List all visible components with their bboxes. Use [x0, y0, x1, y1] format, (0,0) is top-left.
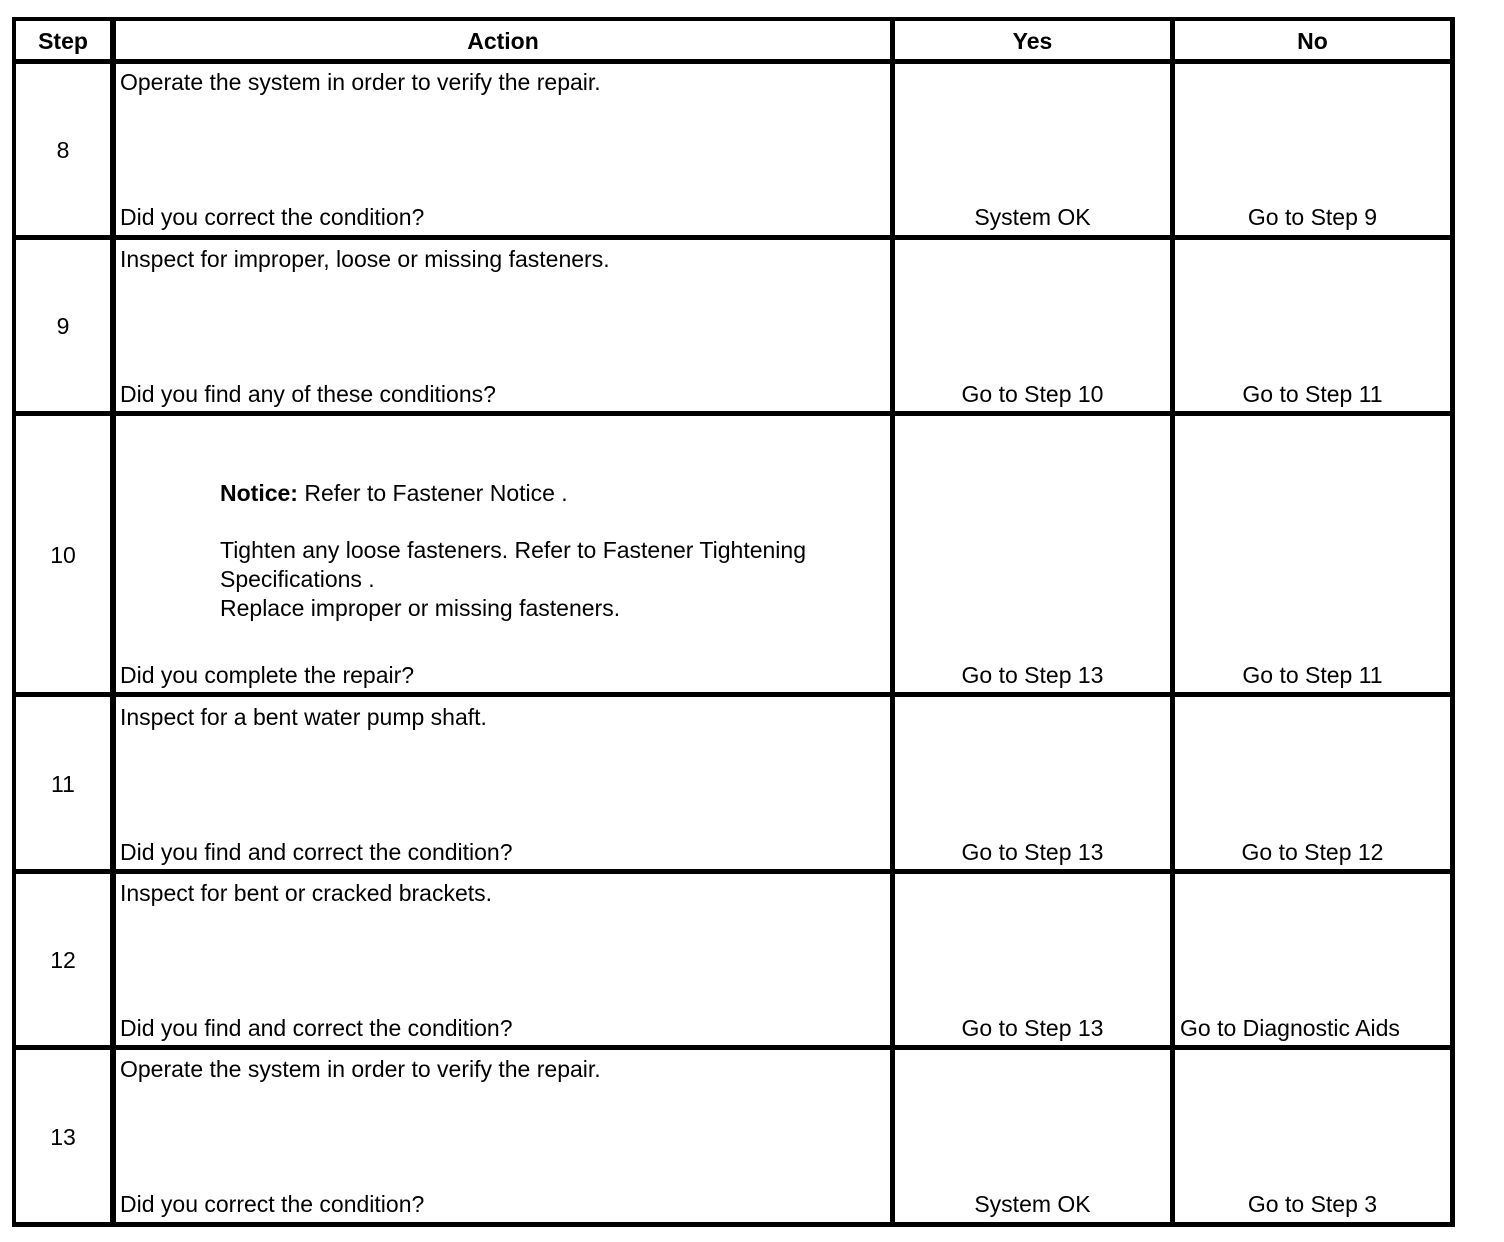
action-instruction: Tighten any loose fasteners. Refer to Fastener Tightening	[220, 537, 806, 563]
header-action: Action	[467, 28, 539, 54]
table-border-bottom	[12, 1222, 1455, 1227]
no-result: Go to Step 11	[1242, 381, 1383, 407]
step-number: 13	[50, 1124, 76, 1150]
action-question: Did you correct the condition?	[120, 1191, 425, 1217]
action-question: Did you correct the condition?	[120, 204, 425, 230]
no-result: Go to Step 9	[1247, 204, 1378, 230]
action-instruction: Operate the system in order to verify the repair.	[120, 69, 601, 95]
row-divider	[12, 692, 1455, 697]
yes-result: Go to Step 13	[961, 662, 1104, 688]
notice-text: Refer to Fastener Notice .	[304, 480, 568, 506]
action-question: Did you find and correct the condition?	[120, 1015, 513, 1041]
step-number: 10	[50, 542, 76, 568]
yes-result: Go to Step 13	[961, 839, 1104, 865]
no-result: Go to Step 3	[1247, 1191, 1378, 1217]
no-result: Go to Diagnostic Aids	[1180, 1015, 1400, 1041]
action-instruction: Operate the system in order to verify the repair.	[120, 1056, 601, 1082]
action-question: Did you find any of these conditions?	[120, 381, 496, 407]
notice-line	[220, 479, 568, 507]
yes-result: Go to Step 13	[961, 1015, 1104, 1041]
header-step: Step	[38, 28, 88, 54]
step-number: 11	[51, 771, 75, 797]
yes-result: System OK	[974, 1191, 1091, 1217]
action-instruction: Inspect for a bent water pump shaft.	[120, 704, 487, 730]
row-divider	[12, 869, 1455, 874]
no-result: Go to Step 12	[1241, 839, 1384, 865]
table-border-top	[12, 17, 1455, 21]
notice-label: Notice:	[220, 480, 298, 506]
action-instruction: Inspect for bent or cracked brackets.	[120, 880, 493, 906]
header-no: No	[1297, 28, 1328, 54]
row-divider	[12, 1045, 1455, 1050]
action-question: Did you complete the repair?	[120, 662, 415, 688]
step-number: 12	[50, 947, 76, 973]
step-number: 8	[56, 137, 70, 163]
yes-result: System OK	[974, 204, 1091, 230]
action-instruction: Replace improper or missing fasteners.	[220, 595, 621, 621]
row-divider	[12, 235, 1455, 240]
action-instruction: Specifications .	[220, 566, 375, 592]
action-question: Did you find and correct the condition?	[120, 839, 513, 865]
yes-result: Go to Step 10	[961, 381, 1104, 407]
step-number: 9	[56, 313, 70, 339]
header-divider	[12, 59, 1455, 64]
action-instruction: Inspect for improper, loose or missing fasteners.	[120, 246, 610, 272]
no-result: Go to Step 11	[1242, 662, 1383, 688]
row-divider	[12, 411, 1455, 416]
header-yes: Yes	[1012, 28, 1053, 54]
